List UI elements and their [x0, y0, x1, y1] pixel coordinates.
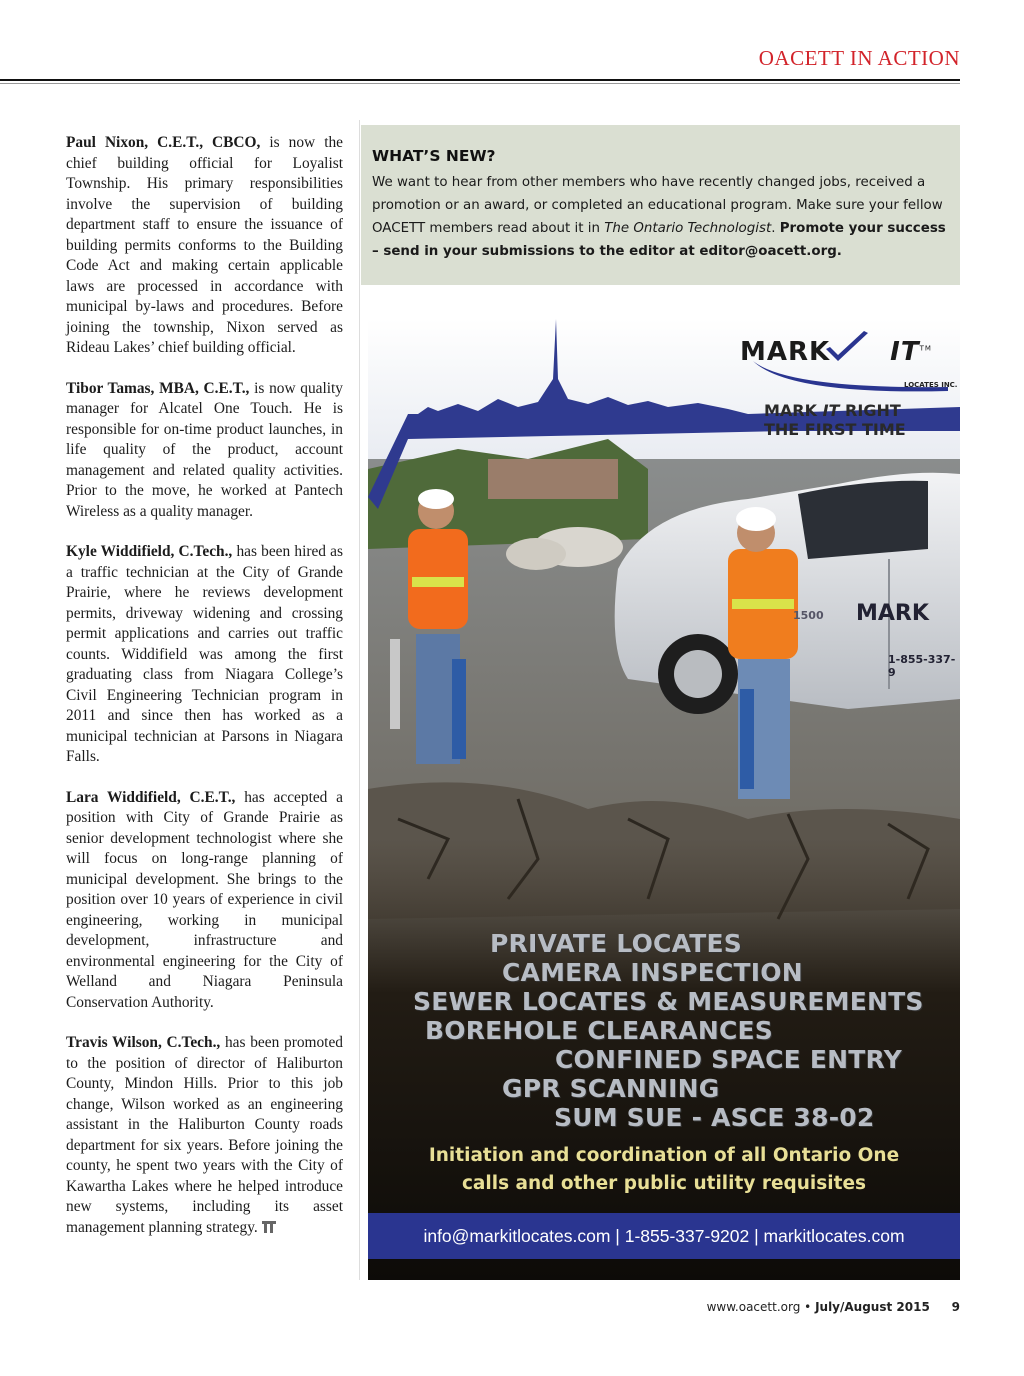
- publication-title: The Ontario Technologist: [604, 221, 772, 236]
- article-paragraph: [66, 379, 343, 523]
- header-rule: [0, 79, 960, 81]
- footer-separator: •: [804, 1300, 812, 1314]
- member-name: Lara Widdifield, C.E.T.,: [66, 788, 236, 806]
- rocks: [506, 538, 566, 570]
- building: [488, 459, 618, 499]
- service-item: BOREHOLE CLEARANCES: [425, 1016, 773, 1045]
- service-item: CONFINED SPACE ENTRY: [555, 1045, 902, 1074]
- page-number: 9: [951, 1300, 960, 1314]
- ad-photo: [368, 319, 960, 1280]
- article-paragraph: [66, 788, 343, 1014]
- whats-new-box: [361, 125, 960, 285]
- footer-website: www.oacett.org: [706, 1300, 801, 1314]
- whats-new-title: WHAT’S NEW?: [372, 147, 496, 165]
- page-footer: [707, 1300, 960, 1314]
- truck-hubcap: [674, 650, 722, 698]
- slogan-line-2: THE FIRST TIME: [764, 420, 906, 439]
- ad-contact-bar: info@markitlocates.com | 1-855-337-9202 | markitlocates.com: [368, 1213, 960, 1259]
- article-text: has been promoted to the position of director of Haliburton County, Mindon Hills. Prior to this job change, Wilson worked as an engineering assistant in the Haliburton County roads department for six years. Before joining the county, he spent two years with the City of Kawartha Lakes where he helped introduce new systems, including its asset management planning strategy.: [66, 1034, 343, 1236]
- article-text: is now the chief building official for Loyalist Township. His primary responsibilities involve the supervision of building department staff to ensure the issuance of building permits conforms to the Building Code Act and making certain applicable laws are processed in accordance with municipal by-laws and procedures. Before joining the township, Nixon served as Rideau Lakes’ chief building official.: [66, 134, 343, 356]
- end-mark-icon: [262, 1221, 276, 1233]
- ad-tagline-line-2: calls and other public utility requisites: [461, 1173, 867, 1194]
- logo-word: MARK: [740, 337, 831, 367]
- service-item: SEWER LOCATES & MEASUREMENTS: [413, 987, 924, 1016]
- article-text: has accepted a position with City of Grande Prairie as senior development technologist where she will focus on long-range planning of municipal development. She brings to the position over 10 years of experience in civil engineering, working in municipal development, infrastructure and environmental engineering for the City of Welland and Niagara Peninsula Conservation Authority.: [66, 788, 344, 1011]
- ad-tagline-line-1: Initiation and coordination of all Ontario One: [428, 1145, 900, 1166]
- markit-advertisement: [368, 319, 960, 1280]
- truck-window: [798, 481, 928, 559]
- footer-issue: July/August 2015: [815, 1300, 930, 1314]
- article-paragraph: [66, 133, 343, 359]
- truck-brand: MARK: [856, 601, 929, 626]
- whats-new-text: .: [771, 221, 780, 236]
- article-text: is now quality manager for Alcatel One Touch. He is responsible for on-time product launches, in life quality of the product, account management and related quality activities. Prior to the move, he worked at Pantech Wireless as a quality manager.: [66, 379, 344, 520]
- whats-new-body: [372, 171, 948, 263]
- member-name: Travis Wilson, C.Tech.,: [66, 1034, 221, 1051]
- article-paragraph: [66, 542, 343, 768]
- whats-new-text: We want to hear from other members who have recently changed jobs, received a promotion or an award, or completed an educational program. Make sure your fellow OACETT members read about it in: [372, 175, 943, 236]
- section-title: OACETT IN ACTION: [758, 46, 960, 70]
- member-name: Kyle Widdifield, C.Tech.,: [66, 543, 233, 560]
- worker-right: [728, 507, 798, 799]
- trademark: TM: [919, 344, 932, 353]
- slogan-text: RIGHT: [839, 401, 901, 420]
- member-news-column: [66, 133, 343, 1258]
- service-item: SUM SUE - ASCE 38-02: [554, 1103, 875, 1132]
- slogan-it: IT: [822, 401, 840, 420]
- header-rule-thin: [0, 83, 960, 84]
- service-item: PRIVATE LOCATES: [490, 929, 742, 958]
- member-name: Paul Nixon, C.E.T., CBCO,: [66, 134, 261, 151]
- ad-slogan: [764, 401, 906, 439]
- logo-subtitle: LOCATES INC.: [904, 381, 958, 389]
- truck-phone: 1-855-337-9: [888, 653, 956, 679]
- article-text: has been hired as a traffic technician at the City of Grande Prairie, where he reviews development permits, driveway widening and crossing permit applications and carries out traffic counts. Widdifield was among the first graduating class from Niagara College’s Civil Engineering Technician program in 2011 and since then has worked as a municipal technician at Parsons in Niagara Falls.: [66, 543, 343, 765]
- call-to-action: Promote your success – send in your submissions to the editor at editor@oacett.org.: [372, 221, 946, 259]
- service-item: GPR SCANNING: [502, 1074, 720, 1103]
- slogan-text: MARK: [764, 401, 823, 420]
- member-name: Tibor Tamas, MBA, C.E.T.,: [66, 379, 250, 397]
- column-divider: [359, 120, 360, 1280]
- service-item: CAMERA INSPECTION: [502, 958, 803, 987]
- article-paragraph: [66, 1033, 343, 1238]
- markit-logo: [740, 337, 932, 367]
- truck-model: 1500: [793, 609, 824, 622]
- logo-it: IT: [890, 337, 920, 367]
